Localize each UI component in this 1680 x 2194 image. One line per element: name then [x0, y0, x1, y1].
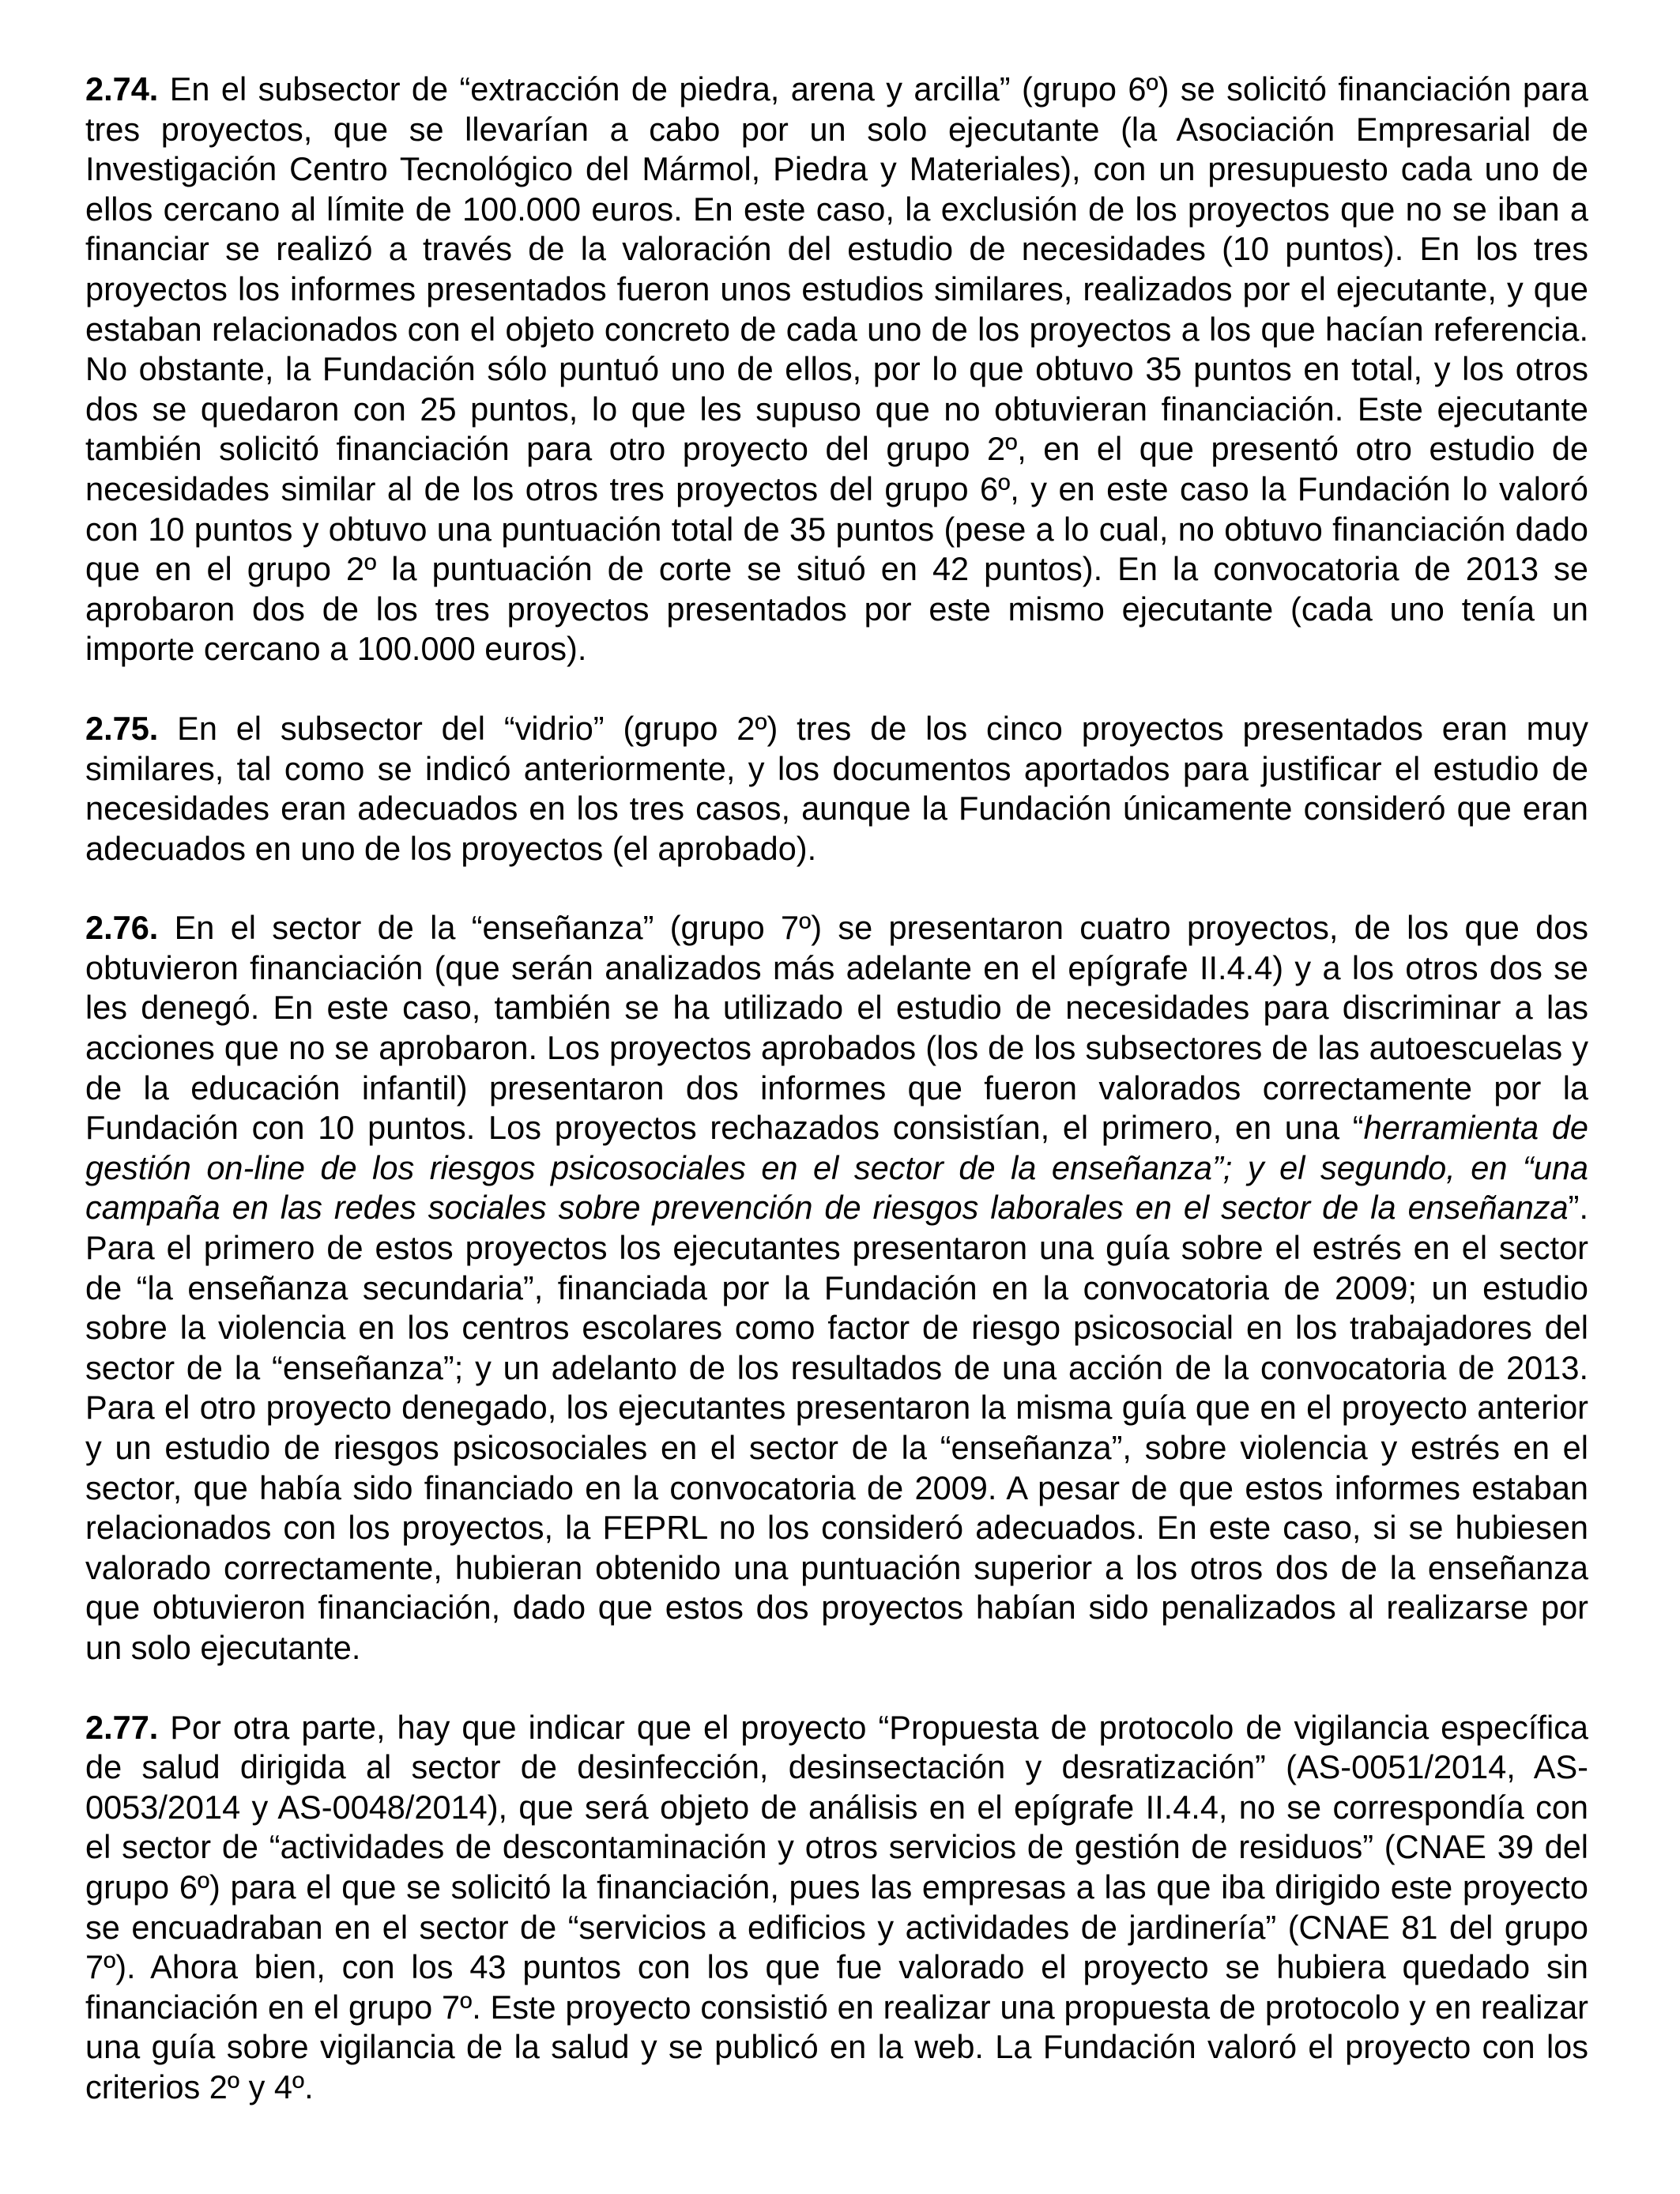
paragraph-2-74: [85, 70, 1588, 669]
paragraph-text: En el subsector de “extracción de piedra, arena y arcilla” (grupo 6º) se solicitó financiación para tres proyectos, que se llevarían a cabo por un solo ejecutante (la Asociación Empresarial de Investigación Centro Tecnológico del Mármol, Piedra y Materiales), con un presupuesto cada uno de ellos cercano al límite de 100.000 euros. En este caso, la exclusión de los proyectos que no se iban a financiar se realizó a través de la valoración del estudio de necesidades (10 puntos). En los tres proyectos los informes presentados fueron unos estudios similares, realizados por el ejecutante, y que estaban relacionados con el objeto concreto de cada uno de los proyectos a los que hacían referencia. No obstante, la Fundación sólo puntuó uno de ellos, por lo que obtuvo 35 puntos en total, y los otros dos se quedaron con 25 puntos, lo que les supuso que no obtuvieran financiación. Este ejecutante también solicitó financiación para otro proyecto del grupo 2º, en el que presentó otro estudio de necesidades similar al de los otros tres proyectos del grupo 6º, y en este caso la Fundación lo valoró con 10 puntos y obtuvo una puntuación total de 35 puntos (pese a lo cual, no obtuvo financiación dado que en el grupo 2º la puntuación de corte se situó en 42 puntos). En la convocatoria de 2013 se aprobaron dos de los tres proyectos presentados por este mismo ejecutante (cada uno tenía un importe cercano a 100.000 euros).: [85, 70, 1588, 668]
paragraph-2-76: [85, 908, 1588, 1668]
paragraph-text: ”. Para el primero de estos proyectos los ejecutantes presentaron una guía sobre el estrés en el sector de “la enseñanza secundaria”, financiada por la Fundación en la convocatoria de 2009; un estudio sobre la violencia en los centros escolares como factor de riesgo psicosocial en los trabajadores del sector de la “enseñanza”; y un adelanto de los resultados de una acción de la convocatoria de 2013. Para el otro proyecto denegado, los ejecutantes presentaron la misma guía que en el proyecto anterior y un estudio de riesgos psicosociales en el sector de la “enseñanza”, sobre violencia y estrés en el sector, que había sido financiado en la convocatoria de 2009. A pesar de que estos informes estaban relacionados con los proyectos, la FEPRL no los consideró adecuados. En este caso, si se hubiesen valorado correctamente, hubieran obtenido una puntuación superior a los otros dos de la enseñanza que obtuvieron financiación, dado que estos dos proyectos habían sido penalizados al realizarse por un solo ejecutante.: [85, 1189, 1588, 1666]
paragraph-text: Por otra parte, hay que indicar que el proyecto “Propuesta de protocolo de vigilancia específica de salud dirigida al sector de desinfección, desinsectación y desratización” (AS-0051/2014, AS-0053/2014 y AS-0048/2014), que será objeto de análisis en el epígrafe II.4.4, no se correspondía con el sector de “actividades de descontaminación y otros servicios de gestión de residuos” (CNAE 39 del grupo 6º) para el que se solicitó la financiación, pues las empresas a las que iba dirigido este proyecto se encuadraban en el sector de “servicios a edificios y actividades de jardinería” (CNAE 81 del grupo 7º). Ahora bien, con los 43 puntos con los que fue valorado el proyecto se hubiera quedado sin financiación en el grupo 7º. Este proyecto consistió en realizar una propuesta de protocolo y en realizar una guía sobre vigilancia de la salud y se publicó en la web. La Fundación valoró el proyecto con los criterios 2º y 4º.: [85, 1708, 1588, 2105]
paragraph-italic-quote: herramienta de gestión on-line de los riesgos psicosociales en el sector de la enseñanza”; y el segundo, en “una campaña en las redes sociales sobre prevención de riesgos laborales en el sector de la enseñanza: [85, 1109, 1588, 1227]
paragraph-number: 2.74.: [85, 70, 159, 107]
paragraph-text: En el sector de la “enseñanza” (grupo 7º) se presentaron cuatro proyectos, de los que dos obtuvieron financiación (que serán analizados más adelante en el epígrafe II.4.4) y a los otros dos se les denegó. En este caso, también se ha utilizado el estudio de necesidades para discriminar a las acciones que no se aprobaron. Los proyectos aprobados (los de los subsectores de las autoescuelas y de la educación infantil) presentaron dos informes que fueron valorados correctamente por la Fundación con 10 puntos. Los proyectos rechazados consistían, el primero, en una “: [85, 909, 1588, 1147]
paragraph-number: 2.75.: [85, 709, 159, 747]
paragraph-number: 2.77.: [85, 1708, 159, 1746]
document-page: [85, 70, 1588, 2108]
paragraph-text: En el subsector del “vidrio” (grupo 2º) tres de los cinco proyectos presentados eran muy similares, tal como se indicó anteriormente, y los documentos aportados para justificar el estudio de necesidades eran adecuados en los tres casos, aunque la Fundación únicamente consideró que eran adecuados en uno de los proyectos (el aprobado).: [85, 709, 1588, 867]
paragraph-number: 2.76.: [85, 909, 159, 947]
paragraph-2-75: [85, 709, 1588, 869]
paragraph-2-77: [85, 1708, 1588, 2108]
